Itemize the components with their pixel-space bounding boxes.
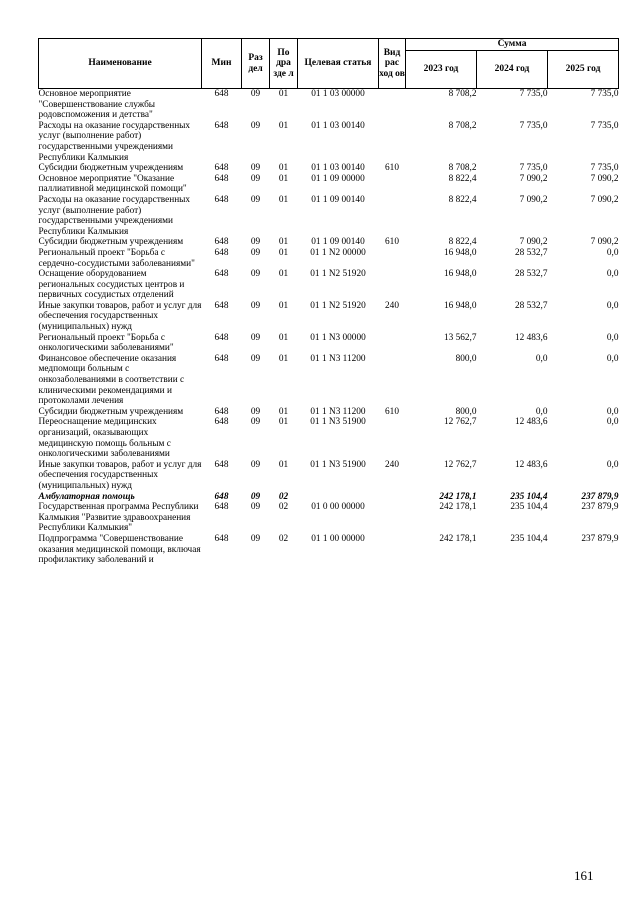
cell-target: 01 1 N2 51920: [310, 269, 366, 280]
header-podrazdel: По дра зде л: [270, 39, 298, 89]
cell-2025: 237 879,9: [581, 502, 619, 513]
cell-podrazdel: 02: [278, 533, 289, 544]
cell-podrazdel: 01: [278, 237, 289, 248]
cell-2024: 28 532,7: [514, 300, 548, 311]
cell-target: 01 1 N2 00000: [310, 247, 366, 258]
cell-2023: 800,0: [455, 406, 477, 417]
cell-2025: 0,0: [606, 332, 619, 343]
cell-min: 648: [214, 417, 229, 428]
cell-podrazdel: 01: [278, 300, 289, 311]
cell-name: Переоснащение медицинских организаций, оказывающих медицинскую помощь больным с онкологическими заболеваниями: [38, 417, 171, 460]
cell-name: Субсидии бюджетным учреждениям: [38, 237, 184, 248]
cell-razdel: 09: [250, 406, 261, 417]
table-row: [39, 301, 619, 333]
table-row: [39, 248, 619, 269]
cell-2024: 12 483,6: [514, 459, 548, 470]
header-2023: 2023 год: [406, 51, 477, 89]
cell-razdel: 09: [250, 247, 261, 258]
cell-podrazdel: 01: [278, 417, 289, 428]
cell-vid: [379, 417, 406, 459]
table-row: [39, 195, 619, 237]
cell-target: 01 1 N3 11200: [310, 406, 366, 417]
cell-podrazdel: 01: [278, 247, 289, 258]
cell-2023: 16 948,0: [443, 269, 477, 280]
cell-2024: 235 104,4: [510, 491, 548, 502]
cell-podrazdel: 02: [278, 491, 289, 502]
cell-2023: 242 178,1: [439, 533, 477, 544]
cell-vid: 610: [385, 406, 399, 417]
cell-vid: [379, 333, 406, 354]
header-2025: 2025 год: [548, 51, 619, 89]
cell-razdel: 09: [250, 533, 261, 544]
cell-min: 648: [214, 300, 229, 311]
table-row: [39, 121, 619, 163]
cell-2023: 8 822,4: [448, 173, 477, 184]
cell-min: 648: [214, 353, 229, 364]
cell-min: 648: [214, 332, 229, 343]
cell-razdel: 09: [250, 194, 261, 205]
table-row: [39, 174, 619, 195]
table-row: [39, 354, 619, 407]
cell-2025: 7 090,2: [590, 194, 619, 205]
cell-razdel: 09: [250, 89, 261, 99]
cell-podrazdel: 01: [278, 406, 289, 417]
cell-vid: 240: [385, 300, 399, 311]
cell-min: 648: [214, 89, 229, 99]
cell-name: Оснащение оборудованием региональных сосудистых центров и первичных сосудистых отделений: [38, 269, 185, 301]
cell-2023: 8 822,4: [448, 194, 477, 205]
cell-2025: 7 735,0: [590, 120, 619, 131]
table-row: [39, 163, 619, 174]
header-vid: Вид рас ход ов: [379, 39, 406, 89]
cell-name: Субсидии бюджетным учреждениям: [38, 163, 184, 174]
cell-razdel: 09: [250, 269, 261, 280]
cell-podrazdel: 01: [278, 269, 289, 280]
cell-podrazdel: 01: [278, 459, 289, 470]
cell-podrazdel: 01: [278, 332, 289, 343]
cell-2023: 8 708,2: [448, 89, 477, 99]
cell-2024: 12 483,6: [514, 332, 548, 343]
cell-2024: 28 532,7: [514, 247, 548, 258]
cell-name: Иные закупки товаров, работ и услуг для обеспечения государственных (муниципальных) нужд: [38, 300, 202, 333]
cell-2023: 800,0: [455, 353, 477, 364]
cell-2025: 0,0: [606, 459, 619, 470]
header-name: Наименование: [39, 39, 202, 89]
cell-razdel: 09: [250, 502, 261, 513]
cell-min: 648: [214, 533, 229, 544]
table-row: [39, 534, 619, 566]
cell-2024: 0,0: [535, 353, 548, 364]
cell-2025: 0,0: [606, 269, 619, 280]
cell-2025: 0,0: [606, 300, 619, 311]
cell-2023: 8 708,2: [448, 163, 477, 174]
cell-name: Финансовое обеспечение оказания медпомощи больным с онкозаболеваниями в соответствии с клиническими рекомендациями и протоколами лечения: [38, 353, 185, 407]
cell-2025: 237 879,9: [581, 491, 619, 502]
cell-name: Подпрограмма "Совершенствование оказания медицинской помощи, включая профилактику заболеваний и: [38, 533, 201, 566]
table-row: [39, 333, 619, 354]
cell-podrazdel: 01: [278, 173, 289, 184]
table-row: [39, 89, 619, 121]
cell-2023: 13 562,7: [443, 332, 477, 343]
cell-2025: 0,0: [606, 353, 619, 364]
table-body: [39, 89, 619, 566]
cell-2023: 16 948,0: [443, 300, 477, 311]
cell-name: Расходы на оказание государственных услуг (выполнение работ) государственными учреждениями Республики Калмыкия: [38, 194, 191, 237]
cell-vid: [379, 534, 406, 566]
cell-vid: [379, 269, 406, 301]
cell-2025: 0,0: [606, 247, 619, 258]
cell-2024: 7 735,0: [519, 163, 548, 174]
cell-min: 648: [214, 269, 229, 280]
cell-min: 648: [214, 173, 229, 184]
cell-min: 648: [214, 406, 229, 417]
cell-vid: [379, 354, 406, 407]
cell-razdel: 09: [250, 300, 261, 311]
header-2024: 2024 год: [477, 51, 548, 89]
table-row: [39, 502, 619, 534]
header-razdel: Раз дел: [242, 39, 270, 89]
cell-name: Региональный проект "Борьба с сердечно-сосудистыми заболеваниями": [38, 247, 195, 269]
cell-2023: 242 178,1: [439, 502, 477, 513]
cell-target: 01 1 N3 11200: [310, 353, 366, 364]
cell-2023: 12 762,7: [443, 417, 477, 428]
cell-vid: [379, 89, 406, 121]
table-header: [39, 39, 619, 89]
budget-table: [38, 38, 619, 566]
cell-vid: [379, 248, 406, 269]
cell-min: 648: [214, 163, 229, 174]
cell-vid: 610: [385, 163, 399, 174]
cell-min: 648: [214, 459, 229, 470]
cell-2024: 235 104,4: [510, 502, 548, 513]
cell-podrazdel: 02: [278, 502, 289, 513]
page-number: 161: [574, 868, 594, 883]
cell-2025: 7 090,2: [590, 173, 619, 184]
cell-2023: 12 762,7: [443, 459, 477, 470]
cell-target: 01 1 N3 51900: [310, 459, 366, 470]
cell-podrazdel: 01: [278, 353, 289, 364]
cell-2024: 235 104,4: [510, 533, 548, 544]
cell-razdel: 09: [250, 417, 261, 428]
table-row: [39, 269, 619, 301]
cell-target: 01 0 00 00000: [311, 502, 365, 513]
cell-min: 648: [214, 247, 229, 258]
cell-name: Иные закупки товаров, работ и услуг для обеспечения государственных (муниципальных) нужд: [38, 459, 202, 491]
cell-min: 648: [214, 237, 229, 248]
cell-min: 648: [214, 120, 229, 131]
cell-razdel: 09: [250, 459, 261, 470]
cell-podrazdel: 01: [278, 89, 289, 99]
cell-razdel: 09: [250, 491, 261, 502]
table-row: [39, 460, 619, 492]
cell-2024: 7 090,2: [519, 237, 548, 248]
table-row: [39, 407, 619, 418]
cell-name: Субсидии бюджетным учреждениям: [38, 406, 184, 417]
cell-name: Государственная программа Республики Калмыкия "Развитие здравоохранения Республики Калмыкия": [38, 502, 199, 534]
cell-vid: [379, 195, 406, 237]
cell-target: 01 1 N2 51920: [310, 300, 366, 311]
cell-2024: 7 090,2: [519, 173, 548, 184]
cell-2024: 12 483,6: [514, 417, 548, 428]
cell-vid: [379, 502, 406, 534]
cell-2024: 7 735,0: [519, 120, 548, 131]
cell-razdel: 09: [250, 332, 261, 343]
cell-2023: 16 948,0: [443, 247, 477, 258]
cell-razdel: 09: [250, 120, 261, 131]
cell-vid: 240: [385, 459, 399, 470]
cell-2024: 7 735,0: [519, 89, 548, 99]
cell-2025: 7 090,2: [590, 237, 619, 248]
table-row: [39, 492, 619, 503]
table-row: [39, 417, 619, 459]
header-target: Целевая статья: [298, 39, 379, 89]
cell-2023: 8 822,4: [448, 237, 477, 248]
cell-2025: 0,0: [606, 417, 619, 428]
cell-target: 01 1 N3 00000: [310, 332, 366, 343]
cell-target: 01 1 09 00000: [311, 173, 365, 184]
cell-razdel: 09: [250, 353, 261, 364]
cell-target: 01 1 00 00000: [311, 533, 365, 544]
cell-vid: 610: [385, 237, 399, 248]
cell-min: 648: [214, 491, 229, 502]
cell-vid: [379, 492, 406, 503]
cell-2023: 8 708,2: [448, 120, 477, 131]
cell-razdel: 09: [250, 237, 261, 248]
cell-2024: 28 532,7: [514, 269, 548, 280]
cell-2024: 0,0: [535, 406, 548, 417]
cell-min: 648: [214, 502, 229, 513]
cell-2025: 7 735,0: [590, 89, 619, 99]
cell-target: 01 1 09 00140: [311, 237, 365, 248]
cell-target: 01 1 03 00140: [311, 163, 365, 174]
cell-name: Региональный проект "Борьба с онкологическими заболеваниями": [38, 332, 174, 354]
cell-target: 01 1 N3 51900: [310, 417, 366, 428]
cell-name: Основное мероприятие "Оказание паллиативной медицинской помощи": [38, 173, 187, 195]
cell-razdel: 09: [250, 173, 261, 184]
cell-2023: 242 178,1: [439, 491, 477, 502]
header-summa: Сумма: [406, 39, 619, 51]
cell-2025: 7 735,0: [590, 163, 619, 174]
cell-podrazdel: 01: [278, 194, 289, 205]
cell-name: Амбулаторная помощь: [38, 491, 135, 502]
cell-target: [298, 492, 379, 503]
cell-target: 01 1 03 00140: [311, 120, 365, 131]
cell-2024: 7 090,2: [519, 194, 548, 205]
cell-2025: 0,0: [606, 406, 619, 417]
table-row: [39, 237, 619, 248]
cell-min: 648: [214, 194, 229, 205]
cell-vid: [379, 174, 406, 195]
cell-name: Расходы на оказание государственных услуг (выполнение работ) государственными учреждениями Республики Калмыкия: [38, 120, 191, 163]
cell-vid: [379, 121, 406, 163]
header-min: Мин: [202, 39, 242, 89]
cell-target: 01 1 03 00000: [311, 89, 365, 99]
cell-target: 01 1 09 00140: [311, 194, 365, 205]
cell-name: Основное мероприятие "Совершенствование службы родовспоможения и детства": [38, 89, 156, 121]
cell-podrazdel: 01: [278, 120, 289, 131]
cell-2025: 237 879,9: [581, 533, 619, 544]
cell-podrazdel: 01: [278, 163, 289, 174]
cell-razdel: 09: [250, 163, 261, 174]
